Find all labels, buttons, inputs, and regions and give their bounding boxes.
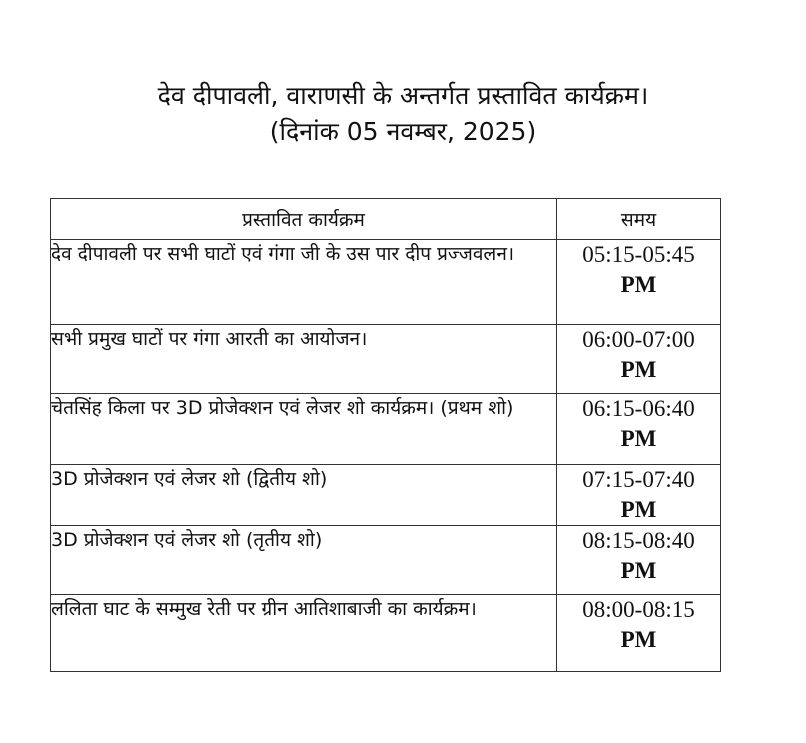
time-ampm: PM [620,272,657,297]
program-cell: सभी प्रमुख घाटों पर गंगा आरती का आयोजन। [51,325,557,394]
time-ampm: PM [620,497,657,522]
program-cell: 3D प्रोजेक्शन एवं लेजर शो (तृतीय शो) [51,526,557,595]
time-range: 07:15-07:40 [582,467,695,492]
table-row [51,325,721,394]
program-cell: ललिता घाट के सम्मुख रेती पर ग्रीन आतिशाबाजी का कार्यक्रम। [51,595,557,672]
program-schedule-table [50,198,721,672]
time-cell [557,240,721,325]
time-range: 08:15-08:40 [582,528,695,553]
table-row [51,595,721,672]
time-cell [557,526,721,595]
program-cell: चेतसिंह किला पर 3D प्रोजेक्शन एवं लेजर शो कार्यक्रम। (प्रथम शो) [51,394,557,465]
time-range: 08:00-08:15 [582,597,695,622]
time-cell [557,394,721,465]
time-ampm: PM [620,357,657,382]
column-header-time: समय [557,199,721,240]
title-line-event: देव दीपावली, वाराणसी के अन्तर्गत प्रस्तावित कार्यक्रम। [157,81,649,110]
time-ampm: PM [620,426,657,451]
table-row [51,526,721,595]
time-cell [557,325,721,394]
column-header-program: प्रस्तावित कार्यक्रम [51,199,557,240]
table-row [51,465,721,526]
table-row [51,394,721,465]
table-row [51,240,721,325]
title-line-date: (दिनांक 05 नवम्बर, 2025) [269,117,537,146]
time-ampm: PM [620,558,657,583]
program-cell: देव दीपावली पर सभी घाटों एवं गंगा जी के उस पार दीप प्रज्जवलन। [51,240,557,325]
table-header-row [51,199,721,240]
time-range: 06:15-06:40 [582,396,695,421]
time-ampm: PM [620,627,657,652]
time-cell [557,595,721,672]
time-range: 06:00-07:00 [582,327,695,352]
time-range: 05:15-05:45 [582,242,695,267]
document-title [0,78,806,150]
program-cell: 3D प्रोजेक्शन एवं लेजर शो (द्वितीय शो) [51,465,557,526]
time-cell [557,465,721,526]
